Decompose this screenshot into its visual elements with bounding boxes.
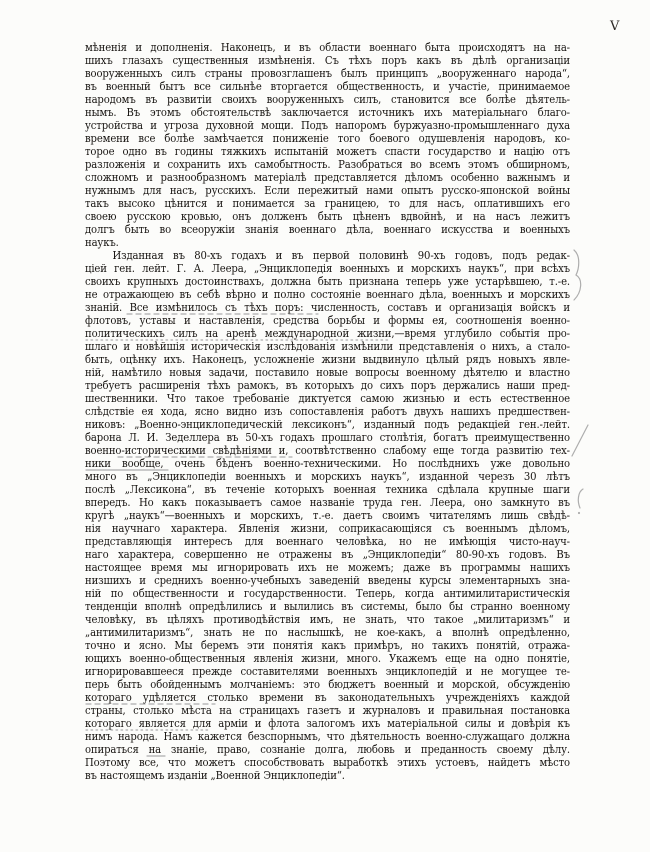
text-line: барона Л. И. Зеделлера въ 50-хъ годахъ прошлаго столѣтія, богатъ преимущественно (85, 431, 570, 444)
pencil-margin-brace (574, 250, 581, 300)
text-line: времени все болѣе замѣчается пониженіе того боевого одушевленія народовъ, ко- (85, 132, 570, 145)
text-line: точно и ясно. Мы беремъ эти понятія какъ примѣръ, но такихъ понятій, отража- (85, 639, 570, 652)
text-line: нымъ. Въ этомъ обстоятельствѣ заключается источникъ ихъ матеріальнаго благо- (85, 106, 570, 119)
text-line: сложномъ и разнообразномъ матеріалѣ представляется дѣломъ особенно важнымъ и (85, 171, 570, 184)
text-line: устройства и угроза духовной мощи. Подъ напоромъ буржуазно-промышленнаго духа (85, 119, 570, 132)
text-line: ній, намѣтило новыя задачи, поставило новые вопросы военному дѣятелю и властно (85, 366, 570, 379)
text-line: долгъ быть во всеоружіи знанія военнаго дѣла, военнаго искусства и военныхъ (85, 223, 570, 236)
text-line: нимъ народа. Намъ кажется безспорнымъ, что дѣятельность военно-служащаго должна (85, 730, 570, 743)
text-line: шлаго и новѣйшія историческія изслѣдованія измѣнили представленія о нихъ, а стало- (85, 340, 570, 353)
text-line: политическихъ силъ на аренѣ международной жизни,—время углубило событія про- (85, 327, 570, 340)
text-line: вооруженныхъ силъ страны провозглашенъ былъ принципъ „вооруженнаго народа“, (85, 67, 570, 80)
pencil-margin-slash (572, 425, 588, 456)
text-line: ющихъ военно-общественныя явленія жизни, много. Укажемъ еще на одно понятіе, (85, 652, 570, 665)
text-line: наукъ. (85, 236, 119, 249)
text-line: въ настоящемъ изданіи „Военной Энциклопедіи“. (85, 769, 345, 782)
text-line: не отражающею въ себѣ вѣрно и полно состояніе военнаго дѣла, военныхъ и морскихъ (85, 288, 570, 301)
text-line: мѣненія и дополненія. Наконецъ, и въ области военнаго быта происходятъ на на- (85, 41, 570, 54)
text-line: флотовъ, уставы и наставленія, средства борьбы и формы ея, соотношенія военно- (85, 314, 570, 327)
text-line: впередъ. Но какъ показываетъ самое названіе труда ген. Леера, оно замкнуто въ (85, 496, 570, 509)
text-line: въ военный бытъ все сильнѣе вторгается общественность, и участіе, принимаемое (85, 80, 570, 93)
text-line: слѣдствіе ея хода, ясно видно изъ сопоставленія работъ двухъ нашихъ предшествен- (85, 405, 570, 418)
text-line: опираться на знаніе, право, сознаніе долга, любовь и преданность своему дѣлу. (85, 743, 570, 756)
text-line: требуетъ расширенія тѣхъ рамокъ, въ которыхъ до сихъ поръ держались наши пред- (85, 379, 570, 392)
text-line: Поэтому все, что можетъ способствовать выработкѣ этихъ устоевъ, найдетъ мѣсто (85, 756, 570, 769)
text-line: наго характера, совершенно не отражены въ „Энциклопедіи“ 80-90-хъ годовъ. Въ (85, 548, 570, 561)
pencil-margin-dot (578, 512, 580, 514)
text-line: низшихъ и среднихъ военно-учебныхъ заведеній введены курсы элементарныхъ зна- (85, 574, 570, 587)
text-line: своихъ крупныхъ достоинствахъ, должна быть признана теперь уже устарѣвшею, т.-е. (85, 275, 570, 288)
text-line: много въ „Энциклопедіи военныхъ и морскихъ наукъ“, изданной черезъ 30 лѣтъ (85, 470, 570, 483)
pencil-margin-hook (578, 489, 583, 508)
text-line: быть, оцѣнку ихъ. Наконецъ, усложненіе жизни выдвинуло цѣлый рядъ новыхъ явле- (85, 353, 570, 366)
text-line: перь быть обойденнымъ молчаніемъ: это бюджетъ военный и морской, обсужденію (85, 678, 570, 691)
text-line: нія научнаго характера. Явленія жизни, соприкасающіяся съ военнымъ дѣломъ, (85, 522, 570, 535)
page-number: V (610, 19, 621, 34)
text-line: своею русскою кровью, онъ долженъ быть цѣненъ вдвойнѣ, и на насъ лежитъ (85, 210, 570, 223)
text-line: котораго удѣляется столько времени въ законодательныхъ учрежденіяхъ каждой (85, 691, 570, 704)
text-line: ціей ген. лейт. Г. А. Леера, „Энциклопедія военныхъ и морскихъ наукъ“, при всѣхъ (85, 262, 570, 275)
text-line: народомъ въ развитіи своихъ вооруженныхъ силъ, становится все болѣе дѣятель- (85, 93, 570, 106)
text-line: никовъ: „Военно-энциклопедическій лексиконъ“, изданный подъ редакціей ген.-лейт. (85, 418, 570, 431)
text-line: ній по общественности и государственности. Теперь, когда антимилитаристическія (85, 587, 570, 600)
text-line: котораго является для арміи и флота залогомъ ихъ матеріальной силы и довѣрія къ (85, 717, 570, 730)
text-line: кругѣ „наукъ“—военныхъ и морскихъ, т.-е. даетъ своимъ читателямъ лишь свѣдѣ- (85, 509, 570, 522)
text-line: „антимилитаризмъ“, знать не по наслышкѣ, не кое-какъ, а вполнѣ опредѣленно, (85, 626, 570, 639)
text-line: настоящее время мы игнорировать ихъ не можемъ; даже въ программы нашихъ (85, 561, 570, 574)
text-line: Изданная въ 80-хъ годахъ и въ первой половинѣ 90-хъ годовъ, подъ редак- (112, 249, 570, 262)
text-line: послѣ „Лексикона“, въ теченіе которыхъ военная техника сдѣлала крупные шаги (85, 483, 570, 496)
text-line: страны, столько мѣста на страницахъ газетъ и журналовъ и правильная постановка (85, 704, 570, 717)
text-line: нужнымъ для насъ, русскихъ. Если пережитый нами опытъ русско-японской войны (85, 184, 570, 197)
text-block (85, 41, 570, 782)
text-line: человѣку, въ цѣляхъ противодѣйствія имъ, не знать, что такое „милитаризмъ“ и (85, 613, 570, 626)
text-line: ники вообще, очень бѣденъ военно-техническими. Но послѣднихъ уже довольно (85, 457, 570, 470)
text-line: разложенія и сохранить ихъ самобытность. Разобраться во всемъ этомъ обширномъ, (85, 158, 570, 171)
text-line: шественники. Что такое требованіе диктуется самою жизнью и есть естественное (85, 392, 570, 405)
text-line: знаній. Все измѣнилось съ тѣхъ поръ: численность, составъ и организація войскъ и (85, 301, 570, 314)
text-line: торое одно въ годины тяжкихъ испытаній можетъ спасти государство и націю отъ (85, 145, 570, 158)
text-line: тенденціи вполнѣ опредѣлились и вылились въ системы, было бы странно военному (85, 600, 570, 613)
text-line: шихъ глазахъ существенныя измѣненія. Съ тѣхъ поръ какъ въ дѣлѣ организаціи (85, 54, 570, 67)
text-line: военно-историческими свѣдѣніями и, соотвѣтственно слабому еще тогда развитію тех- (85, 444, 570, 457)
text-line: представляющія интересъ для военнаго человѣка, но не имѣющія чисто-науч- (85, 535, 570, 548)
text-line: такъ высоко цѣнится и понимается за границею, то для насъ, оплатившихъ его (85, 197, 570, 210)
text-line: игнорировавшееся прежде составителями военныхъ энциклопедій и не могущее те- (85, 665, 570, 678)
